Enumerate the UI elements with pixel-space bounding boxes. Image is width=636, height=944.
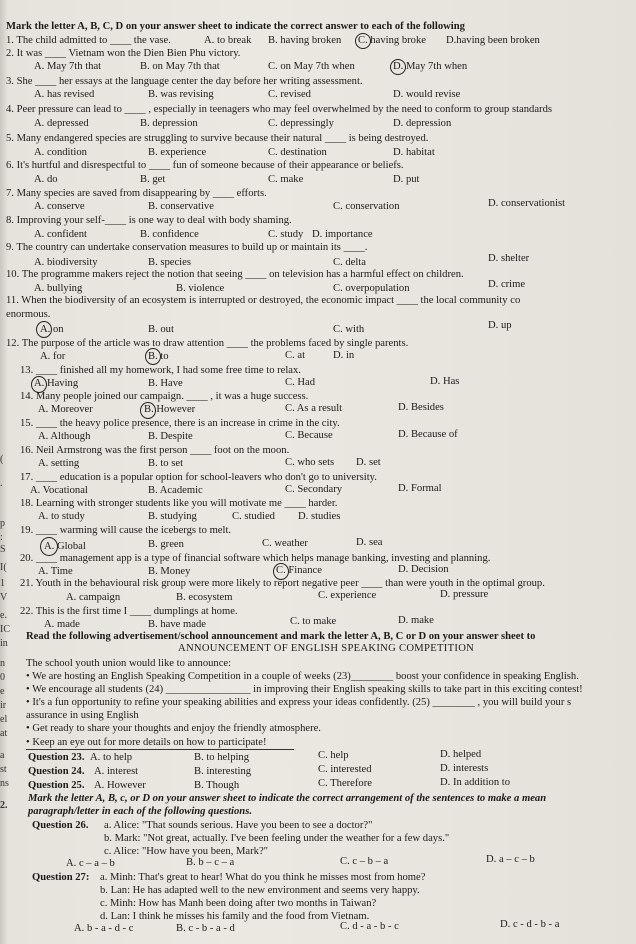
q19-option-d: D. sea xyxy=(356,537,383,548)
q13-option-a: A. Having xyxy=(34,378,79,389)
divider xyxy=(26,749,294,750)
question-14-stem: 14. Many people joined our campaign. ____ , it was a huge success. xyxy=(20,391,309,402)
q25-option-c: C. Therefore xyxy=(318,778,372,789)
q4-option-d: D. depression xyxy=(393,118,452,129)
q2-option-d: D. May 7th when xyxy=(393,61,468,72)
margin-char: S xyxy=(0,544,6,555)
question-6-stem: 6. It's hurtful and disrespectful to ____ fun of someone because of their appearance or beliefs. xyxy=(6,160,404,171)
q16-option-d: D. set xyxy=(356,457,381,468)
q8-option-d: D. importance xyxy=(312,229,373,240)
margin-char: a xyxy=(0,750,5,761)
q24-option-d: D. interests xyxy=(440,763,489,774)
answer-circle-mark xyxy=(140,402,156,419)
q26-line-a: a. Alice: "That sounds serious. Have you been to see a doctor?" xyxy=(104,820,373,831)
q21-option-c: C. experience xyxy=(318,590,377,601)
q27-line-b: b. Lan: He has adapted well to the new environment and seems very happy. xyxy=(100,885,420,896)
q10-option-a: A. bullying xyxy=(34,283,83,294)
announcement-bullet-1: • We are hosting an English Speaking Competition in a couple of weeks (23)________ boost your confidence in speaking English. xyxy=(26,671,579,682)
q20-option-b: B. Money xyxy=(148,566,191,577)
q25-label: Question 25. xyxy=(28,780,85,791)
margin-char: st xyxy=(0,764,7,775)
q24-option-c: C. interested xyxy=(318,764,372,775)
question-8-stem: 8. Improving your self-____ is one way to deal with body shaming. xyxy=(6,215,292,226)
q11-option-b: B. out xyxy=(148,324,174,335)
margin-char: in xyxy=(0,638,8,649)
margin-char: I( xyxy=(0,562,7,573)
q14-option-d: D. Besides xyxy=(398,402,444,413)
q27-option-a: A. b - a - d - c xyxy=(74,923,134,934)
q26-option-b: B. b – c – a xyxy=(186,857,235,868)
q3-option-d: D. would revise xyxy=(393,89,461,100)
q26-label: Question 26. xyxy=(32,820,89,831)
q23-option-a: A. to help xyxy=(90,752,133,763)
margin-char: IC xyxy=(0,624,10,635)
q8-option-c: C. study xyxy=(268,229,304,240)
q8-option-b: B. confidence xyxy=(140,229,199,240)
question-11-stem: 11. When the biodiversity of an ecosystem is interrupted or destroyed, the economic impact ____ the local community co xyxy=(6,295,521,306)
q7-option-d: D. conservationist xyxy=(488,198,566,209)
q6-option-d: D. put xyxy=(393,174,420,185)
q1-option-b: B. having broken xyxy=(268,35,342,46)
q20-option-d: D. Decision xyxy=(398,564,449,575)
announcement-bullet-4: • Get ready to share your thoughts and enjoy the friendly atmosphere. xyxy=(26,723,321,734)
margin-char: : xyxy=(0,532,3,543)
q24-option-a: A. interest xyxy=(94,766,139,777)
q16-option-a: A. setting xyxy=(38,458,80,469)
question-22-stem: 22. This is the first time I ____ dumplings at home. xyxy=(20,606,238,617)
margin-char: . xyxy=(0,478,3,489)
q3-option-b: B. was revising xyxy=(148,89,214,100)
q26-option-d: D. a – c – b xyxy=(486,854,535,865)
margin-char: 0 xyxy=(0,672,5,683)
margin-char: 1 xyxy=(0,578,5,589)
q17-option-d: D. Formal xyxy=(398,483,442,494)
q19-option-a: A. Global xyxy=(44,541,86,552)
announcement-bullet-5: • Keep an eye out for more details on how to participate! xyxy=(26,737,267,748)
q10-option-d: D. crime xyxy=(488,279,526,290)
margin-char: e. xyxy=(0,610,7,621)
q5-option-b: B. experience xyxy=(148,147,207,158)
q21-option-a: A. campaign xyxy=(66,592,121,603)
margin-char: n xyxy=(0,658,5,669)
q26-option-c: C. c – b – a xyxy=(340,856,389,867)
answer-circle-mark xyxy=(36,321,52,338)
q5-option-a: A. condition xyxy=(34,147,87,158)
question-5-stem: 5. Many endangered species are struggling to survive because their natural ____ is being destroyed. xyxy=(6,133,429,144)
q6-option-b: B. get xyxy=(140,174,166,185)
q26-option-a: A. c – a – b xyxy=(66,858,115,869)
q11-option-c: C. with xyxy=(333,324,365,335)
q23-label: Question 23. xyxy=(28,752,85,763)
q22-option-a: A. made xyxy=(44,619,80,630)
q3-option-a: A. has revised xyxy=(34,89,95,100)
question-7-stem: 7. Many species are saved from disappearing by ____ efforts. xyxy=(6,188,267,199)
q1-option-a: A. to break xyxy=(204,35,252,46)
q18-option-a: A. to study xyxy=(38,511,85,522)
q18-option-c: C. studied xyxy=(232,511,275,522)
section2-instruction: Read the following advertisement/school announcement and mark the letter A, B, C or D on your answer sheet to xyxy=(26,631,536,642)
q24-option-b: B. interesting xyxy=(194,766,252,777)
answer-circle-mark xyxy=(355,33,371,49)
question-20-stem: 20. ____ management app is a type of financial software which helps manage banking, investing and planning. xyxy=(20,553,491,564)
q17-option-c: C. Secondary xyxy=(285,484,343,495)
q26-line-c: c. Alice: "How have you been, Mark?" xyxy=(104,846,268,857)
q12-option-b: B. to xyxy=(148,351,169,362)
q17-option-b: B. Academic xyxy=(148,485,203,496)
question-2-stem: 2. It was ____ Vietnam won the Dien Bien Phu victory. xyxy=(6,48,241,59)
q27-line-d: d. Lan: I think he misses his family and the food from Vietnam. xyxy=(100,911,370,922)
q9-option-d: D. shelter xyxy=(488,253,530,264)
q27-label: Question 27: xyxy=(32,872,90,883)
margin-char: el xyxy=(0,714,8,725)
q4-option-b: B. depression xyxy=(140,118,198,129)
q14-option-a: A. Moreover xyxy=(38,404,93,415)
announcement-intro: The school youth union would like to announce: xyxy=(26,658,232,669)
q11-option-a: A. on xyxy=(40,324,64,335)
q27-option-b: B. c - b - a - d xyxy=(176,923,235,934)
announcement-bullet-3-cont: assurance in using English xyxy=(26,710,139,721)
q10-option-b: B. violence xyxy=(176,283,225,294)
q14-option-b: B. However xyxy=(144,404,196,415)
q15-option-c: C. Because xyxy=(285,430,333,441)
q16-option-c: C. who sets xyxy=(285,457,335,468)
q26-line-b: b. Mark: "Not great, actually. I've been feeling under the weather for a few days." xyxy=(104,833,450,844)
q2-option-b: B. on May 7th that xyxy=(140,61,220,72)
q6-option-a: A. do xyxy=(34,174,58,185)
question-19-stem: 19. ____ warming will cause the icebergs to melt. xyxy=(20,525,232,536)
q2-option-a: A. May 7th that xyxy=(34,61,102,72)
question-18-stem: 18. Learning with stronger students like you will motivate me ____ harder. xyxy=(20,498,338,509)
q27-option-c: C. d - a - b - c xyxy=(340,921,399,932)
question-13-stem: 13. ____ finished all my homework, I had some free time to relax. xyxy=(20,365,301,376)
q9-option-b: B. species xyxy=(148,257,191,268)
q27-option-d: D. c - d - b - a xyxy=(500,919,560,930)
announcement-bullet-2: • We encourage all students (24) ________________ in improving their English speaking skills to take part in this exciting contest! xyxy=(26,684,583,695)
section3-instruction: Mark the letter A, B, c, or D on your answer sheet to indicate the correct arrangement of the sentences to make a mean xyxy=(28,793,547,804)
q22-option-c: C. to make xyxy=(290,616,337,627)
q20-option-a: A. Time xyxy=(38,566,73,577)
margin-char: ( xyxy=(0,454,4,465)
margin-char: p xyxy=(0,518,5,529)
q15-option-b: B. Despite xyxy=(148,431,193,442)
q9-option-c: C. delta xyxy=(333,257,366,268)
q19-option-c: C. weather xyxy=(262,538,308,549)
q21-option-d: D. pressure xyxy=(440,589,489,600)
margin-char: at xyxy=(0,728,8,739)
margin-char: ns xyxy=(0,778,9,789)
q20-option-c: C. Finance xyxy=(276,565,322,576)
q27-line-a: a. Minh: That's great to hear! What do you think he misses most from home? xyxy=(100,872,426,883)
q3-option-c: C. revised xyxy=(268,89,311,100)
q19-option-b: B. green xyxy=(148,539,184,550)
question-4-stem: 4. Peer pressure can lead to ____ , especially in teenagers who may feel overwhelmed by the need to conform to group standards xyxy=(6,104,552,115)
q25-option-d: D. In addition to xyxy=(440,777,511,788)
q14-option-c: C. As a result xyxy=(285,403,343,414)
question-17-stem: 17. ____ education is a popular option for school-leavers who don't go to university. xyxy=(20,472,377,483)
section3-instruction-cont: paragraph/letter in each of the following questions. xyxy=(28,806,252,817)
answer-circle-mark xyxy=(390,59,406,75)
q24-label: Question 24. xyxy=(28,766,85,777)
margin-char: e xyxy=(0,686,5,697)
q4-option-c: C. depressingly xyxy=(268,118,334,129)
q25-option-a: A. However xyxy=(94,780,146,791)
q23-option-d: D. helped xyxy=(440,749,482,760)
q27-line-c: c. Minh: How has Manh been doing after two months in Taiwan? xyxy=(100,898,377,909)
q25-option-b: B. Though xyxy=(194,780,240,791)
q4-option-a: A. depressed xyxy=(34,118,89,129)
question-1-stem: 1. The child admitted to ____ the vase. xyxy=(6,35,171,46)
q15-option-a: A. Although xyxy=(38,431,91,442)
q5-option-d: D. habitat xyxy=(393,147,435,158)
q12-option-c: C. at xyxy=(285,350,306,361)
q12-option-a: A. for xyxy=(40,351,66,362)
question-16-stem: 16. Neil Armstrong was the first person ____ foot on the moon. xyxy=(20,445,290,456)
question-21-stem: 21. Youth in the behavioural risk group were more likely to report negative peer ____ than were youth in the optimal group. xyxy=(20,578,545,589)
q7-option-c: C. conservation xyxy=(333,201,400,212)
q8-option-a: A. confident xyxy=(34,229,87,240)
announcement-title: ANNOUNCEMENT OF ENGLISH SPEAKING COMPETITION xyxy=(178,643,475,654)
question-15-stem: 15. ____ the heavy police presence, there is an increase in crime in the city. xyxy=(20,418,340,429)
q13-option-b: B. Have xyxy=(148,378,183,389)
q13-option-c: C. Had xyxy=(285,377,316,388)
q13-option-d: D. Has xyxy=(430,376,460,387)
q7-option-a: A. conserve xyxy=(34,201,85,212)
q5-option-c: C. destination xyxy=(268,147,327,158)
margin-char: 2. xyxy=(0,800,8,811)
q17-option-a: A. Vocational xyxy=(30,485,88,496)
margin-char: ir xyxy=(0,700,7,711)
q12-option-d: D. in xyxy=(333,350,355,361)
q7-option-b: B. conservative xyxy=(148,201,214,212)
question-10-stem: 10. The programme makers reject the notion that seeing ____ on television has a harmful effect on children. xyxy=(6,269,464,280)
q10-option-c: C. overpopulation xyxy=(333,283,410,294)
question-9-stem: 9. The country can undertake conservation measures to build up or maintain its ____. xyxy=(6,242,368,253)
main-instruction: Mark the letter A, B, C, D on your answer sheet to indicate the correct answer to each of the following xyxy=(6,21,465,32)
q2-option-c: C. on May 7th when xyxy=(268,61,355,72)
question-12-stem: 12. The purpose of the article was to draw attention ____ the problems faced by single parents. xyxy=(6,338,409,349)
q18-option-b: B. studying xyxy=(148,511,197,522)
question-3-stem: 3. She ____ her essays at the language center the day before her writing assessment. xyxy=(6,76,363,87)
q22-option-b: B. have made xyxy=(148,619,206,630)
q16-option-b: B. to set xyxy=(148,458,184,469)
q11-option-d: D. up xyxy=(488,320,512,331)
q9-option-a: A. biodiversity xyxy=(34,257,98,268)
q6-option-c: C. make xyxy=(268,174,304,185)
q22-option-d: D. make xyxy=(398,615,434,626)
announcement-bullet-3: • It's a fun opportunity to refine your speaking abilities and express your ideas confidently. (25) ________ , you will build your s xyxy=(26,697,572,708)
question-11-stem-cont: enormous. xyxy=(6,309,51,320)
answer-circle-mark xyxy=(145,348,161,365)
q15-option-d: D. Because of xyxy=(398,429,458,440)
q23-option-b: B. to helping xyxy=(194,752,250,763)
q18-option-d: D. studies xyxy=(298,511,341,522)
q1-option-c: C. having broke xyxy=(358,35,426,46)
q21-option-b: B. ecosystem xyxy=(176,592,233,603)
margin-char: V xyxy=(0,592,8,603)
q23-option-c: C. help xyxy=(318,750,349,761)
q1-option-d: D.having been broken xyxy=(446,35,540,46)
